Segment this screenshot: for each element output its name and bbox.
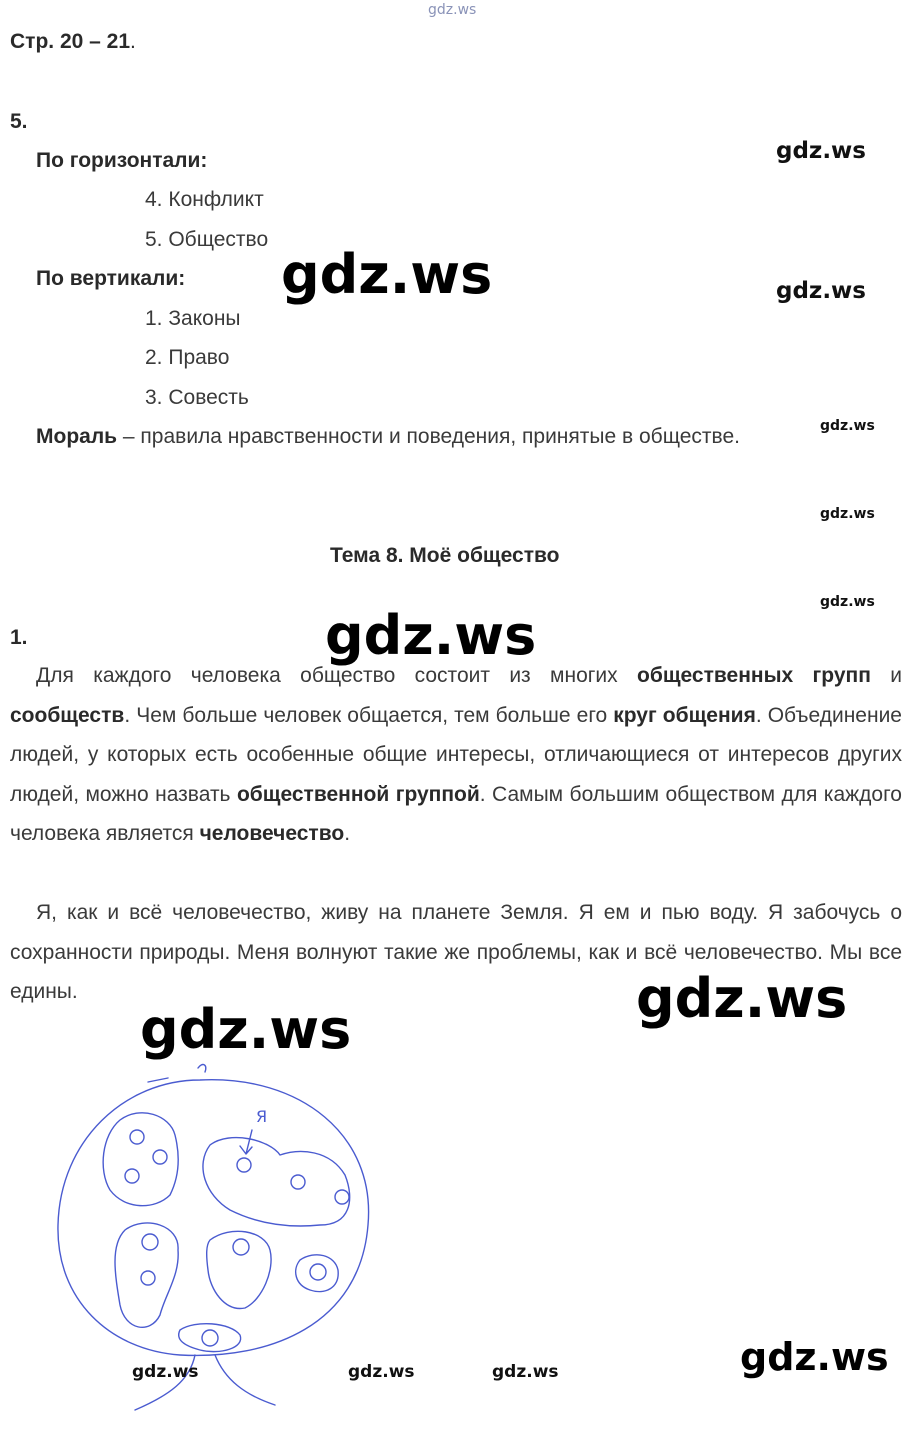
face-2 <box>153 1150 167 1164</box>
face-me <box>237 1158 251 1172</box>
face-6 <box>142 1234 158 1250</box>
p1-text-5: . Самым большим обществом для каждого человека является <box>10 782 902 845</box>
page-reference-text: Стр. 20 – 21 <box>10 30 131 53</box>
region-2 <box>203 1138 350 1226</box>
p1-bold-1: общественных групп <box>637 664 871 687</box>
arrow-to-me <box>240 1130 252 1154</box>
page-reference <box>10 30 136 54</box>
face-7 <box>141 1271 155 1285</box>
p1-text-4: . Объединение людей, у которых есть особенные общие интересы, отличающиеся от интересов других людей, можно назвать <box>10 703 902 806</box>
vertical-item-2: 2. Право <box>145 346 230 369</box>
p1-bold-2: сообществ <box>10 703 125 727</box>
drawing-strokes <box>58 1065 369 1410</box>
face-10 <box>202 1330 218 1346</box>
paragraph-1 <box>10 656 902 854</box>
watermark-tiny-2: gdz.ws <box>820 506 875 522</box>
watermark-small-2: gdz.ws <box>776 278 866 304</box>
watermark-large-5: gdz.ws <box>740 1335 889 1379</box>
watermark-large-2: gdz.ws <box>325 604 537 667</box>
horizontal-item-2: 5. Общество <box>145 228 269 251</box>
vertical-item-3: 3. Совесть <box>145 386 249 409</box>
watermark-large-4: gdz.ws <box>140 998 352 1061</box>
p1-text-2: и <box>870 664 902 687</box>
horizontal-item-1: 4. Конфликт <box>145 188 264 211</box>
p1-bold-5: человечество <box>199 822 345 845</box>
moral-definition <box>36 425 740 449</box>
vertical-item-1: 1. Законы <box>145 307 241 330</box>
p1-bold-4: общественной группой <box>236 782 480 806</box>
horizontal-label: По горизонтали: <box>36 149 208 172</box>
task-1-number: 1. <box>10 626 28 649</box>
face-5 <box>335 1190 349 1204</box>
globe-outline <box>58 1080 369 1356</box>
face-3 <box>125 1169 139 1183</box>
watermark-top: gdz.ws <box>428 2 477 18</box>
face-8 <box>233 1239 249 1255</box>
vertical-label: По вертикали: <box>36 267 186 290</box>
face-1 <box>130 1130 144 1144</box>
face-4 <box>291 1175 305 1189</box>
region-6 <box>179 1324 241 1352</box>
watermark-tiny-1: gdz.ws <box>820 418 875 434</box>
watermark-large-3: gdz.ws <box>636 967 848 1030</box>
face-9 <box>310 1264 326 1280</box>
watermark-tiny-3: gdz.ws <box>820 594 875 610</box>
watermark-bottom-3: gdz.ws <box>492 1362 559 1382</box>
task-5-number: 5. <box>10 110 28 133</box>
moral-term: Мораль <box>36 425 118 448</box>
region-4 <box>207 1231 271 1308</box>
watermark-small-1: gdz.ws <box>776 138 866 164</box>
p1-text-3: . Чем больше человек общается, тем больше его <box>124 703 614 727</box>
label-me: Я <box>256 1107 268 1126</box>
watermark-large-1: gdz.ws <box>281 243 493 306</box>
watermark-bottom-1: gdz.ws <box>132 1362 199 1382</box>
region-3 <box>115 1223 178 1327</box>
moral-definition-text: – правила нравственности и поведения, принятые в обществе. <box>117 425 740 448</box>
topic-title: Тема 8. Моё общество <box>330 544 560 567</box>
watermark-bottom-2: gdz.ws <box>348 1362 415 1382</box>
p1-bold-3: круг общения <box>613 703 756 727</box>
region-5 <box>296 1255 338 1292</box>
p1-text-1: Для каждого человека общество состоит из многих <box>36 664 638 687</box>
page-reference-dot: . <box>130 30 136 53</box>
paragraph-2: Я, как и всё человечество, живу на планете Земля. Я ем и пью воду. Я забочусь о сохранности природы. Меня волнуют такие же проблемы, как и всё человечество. Мы все едины. <box>10 901 902 1003</box>
p1-text-6: . <box>344 822 351 845</box>
